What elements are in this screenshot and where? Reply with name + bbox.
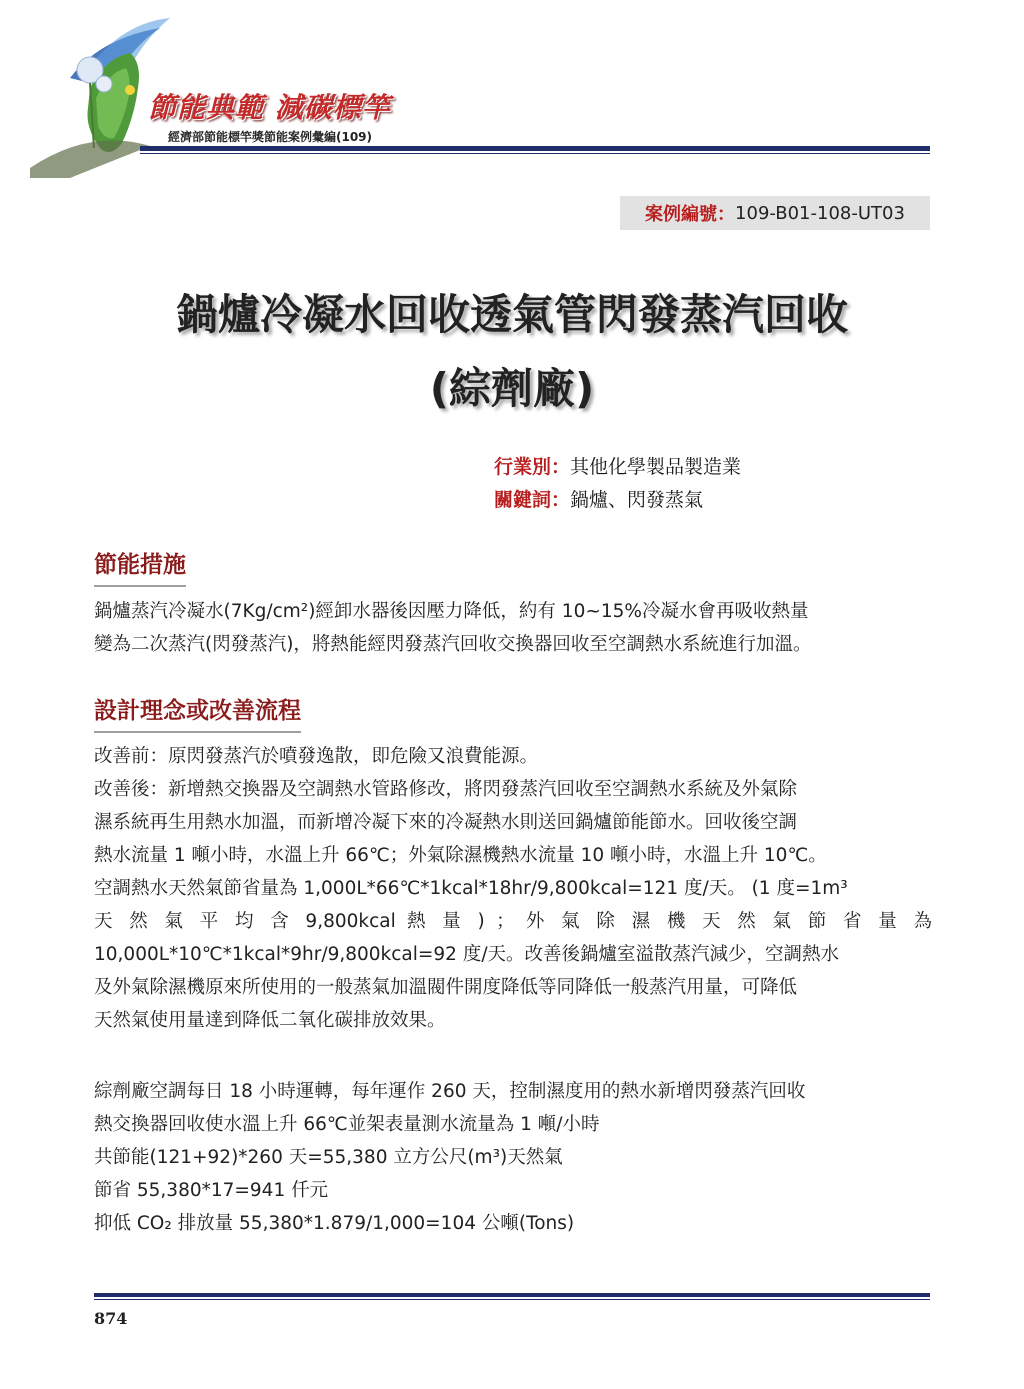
industry-row: [494, 452, 741, 479]
text-line: 綜劑廠空調每日 18 小時運轉，每年運作 260 天，控制濕度用的熱水新增閃發蒸汽回收: [94, 1081, 806, 1102]
result-paragraph: [94, 1075, 932, 1240]
measures-paragraph: [94, 595, 932, 661]
section-heading-design: 設計理念或改善流程: [94, 692, 301, 733]
footer-divider: [94, 1293, 930, 1297]
text-line: 改善前：原閃發蒸汽於噴發逸散，即危險又浪費能源。: [94, 746, 539, 767]
text-line: 濕系統再生用熱水加溫，而新增冷凝下來的冷凝熱水則送回鍋爐節能節水。回收後空調: [94, 812, 798, 833]
keywords-label: 關鍵詞：: [494, 489, 571, 511]
header-divider: [140, 146, 930, 151]
design-paragraph: [94, 740, 932, 1037]
page-title-line2: (綜劑廠): [429, 364, 595, 413]
page-title-line1: 鍋爐冷凝水回收透氣管閃發蒸汽回收: [175, 290, 848, 339]
text-line: 熱交換器回收使水溫上升 66℃並架表量測水流量為 1 噸/小時: [94, 1114, 600, 1135]
industry-label: 行業別：: [494, 456, 571, 478]
text-line: 天然氣使用量達到降低二氧化碳排放效果。: [94, 1010, 446, 1031]
brand-subtitle: 經濟部節能標竿獎節能案例彙編(109): [168, 130, 373, 144]
section-heading-measures: 節能措施: [94, 546, 186, 587]
text-line: 共節能(121+92)*260 天=55,380 立方公尺(m³)天然氣: [94, 1147, 563, 1168]
case-number-value: 109-B01-108-UT03: [735, 202, 905, 224]
header-divider-thin: [140, 153, 930, 154]
text-line: 熱水流量 1 噸小時，水溫上升 66℃；外氣除濕機熱水流量 10 噸小時，水溫上升 10℃。: [94, 845, 827, 866]
keywords-value: 鍋爐、閃發蒸氣: [570, 489, 704, 511]
text-line: 變為二次蒸汽(閃發蒸汽)，將熱能經閃發蒸汽回收交換器回收至空調熱水系統進行加溫。: [94, 634, 812, 655]
footer-divider-thin: [94, 1299, 930, 1300]
text-line: 天 然 氣 平 均 含 9,800kcal 熱 量 ) ； 外 氣 除 濕 機 天 然 氣 節 省 量 為: [94, 911, 932, 932]
text-line: 節省 55,380*17=941 仟元: [94, 1180, 329, 1201]
text-line: 改善後：新增熱交換器及空調熱水管路修改，將閃發蒸汽回收至空調熱水系統及外氣除: [94, 779, 798, 800]
text-line: 抑低 CO₂ 排放量 55,380*1.879/1,000=104 公噸(Tons): [94, 1213, 575, 1234]
brand-title: 節能典範 減碳標竿: [148, 91, 391, 124]
industry-value: 其他化學製品製造業: [570, 456, 742, 478]
page-number: 874: [94, 1309, 128, 1328]
text-line: 及外氣除濕機原來所使用的一般蒸氣加溫閥件開度降低等同降低一般蒸汽用量，可降低: [94, 977, 798, 998]
text-line: 鍋爐蒸汽冷凝水(7Kg/cm²)經卸水器後因壓力降低，約有 10~15%冷凝水會再吸收熱量: [94, 601, 809, 622]
text-line: 10,000L*10℃*1kcal*9hr/9,800kcal=92 度/天。改善後鍋爐室溢散蒸汽減少，空調熱水: [94, 944, 840, 965]
keywords-row: [494, 485, 703, 512]
text-line: 空調熱水天然氣節省量為 1,000L*66℃*1kcal*18hr/9,800kcal=121 度/天。 (1 度=1m³: [94, 878, 848, 899]
case-number-box: [620, 196, 930, 230]
case-number-label: 案例編號：: [645, 204, 736, 225]
